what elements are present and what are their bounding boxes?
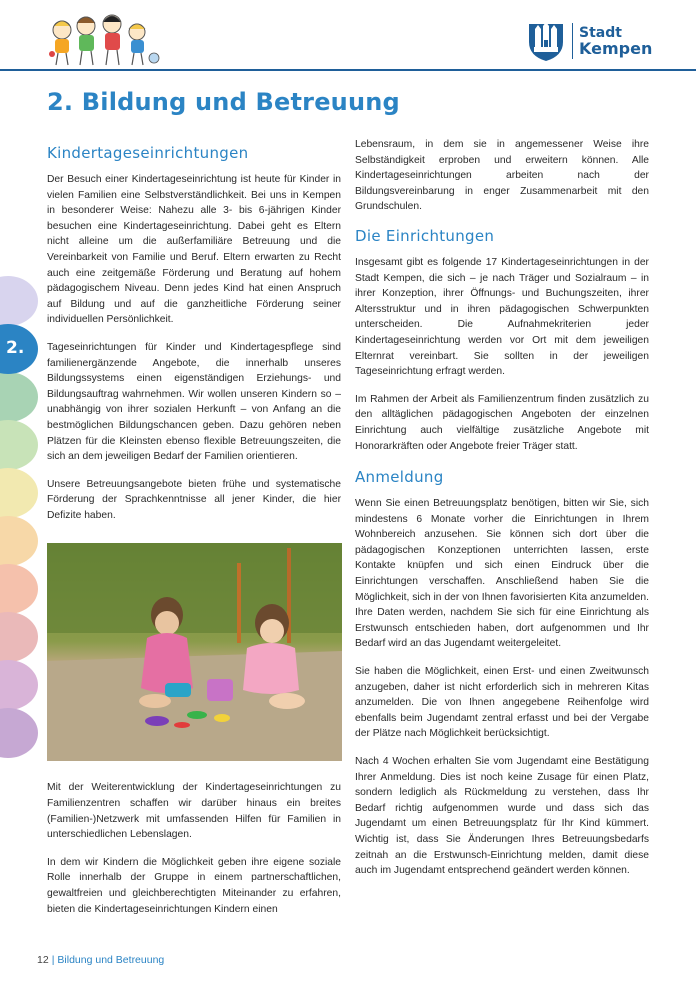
footer-section-title: Bildung und Betreuung (57, 954, 165, 966)
section-heading-kindertageseinrichtungen: Kindertageseinrichtungen (47, 144, 249, 162)
chapter-tab (0, 276, 38, 326)
paragraph: Lebensraum, in dem sie in angemessener Weise ihre Selbständigkeit erproben und erweitern können. Alle Kindertageseinrichtungen arbeiten nach der Bildungsvereinbarung in enger Zusammenarbeit mit den Grundschulen. (355, 139, 649, 213)
city-name-line2: Kempen (579, 39, 653, 58)
footer-separator: | (51, 954, 55, 966)
chapter-tab (0, 708, 38, 758)
paragraph: Wenn Sie einen Betreuungsplatz benötigen, bitten wir Sie, sich mindestens 6 Monate vorher die Einrichtungen in Ihrem Wohnbereich anzusehen. Sie können sich dort über die pädagogischen Konzeptionen unterrichten lassen, erste Kontakte knüpfen und sich einen Eindruck über die Einrichtungen verschaffen. Anschließend haben Sie die Möglichkeit, sich in der von Ihnen favorisierten Kita anzumelden. Ihre Daten werden, nachdem Sie sich für eine Einrichtung als Erstwunsch entschieden haben, dort aufgenommen und Ihr Bedarf wird an das Jugendamt weitergeleitet. (355, 498, 649, 650)
city-name (579, 25, 652, 57)
chapter-tab (0, 516, 38, 566)
city-crest-icon (526, 20, 566, 62)
chapter-tab (0, 468, 38, 518)
paragraph: Sie haben die Möglichkeit, einen Erst- und einen Zweitwunsch anzugeben, daher ist nicht erforderlich sich in mehreren Kitas anzumelden. Die von Ihnen angegebene Reihenfolge wird ebenfalls beim Jugendamt zentral erfasst und bei der Vergabe der Plätze nach Möglichkeit berücksichtigt. (355, 666, 649, 740)
chapter-number: 2. (6, 338, 25, 358)
chapter-tab (0, 612, 38, 662)
paragraph: Der Besuch einer Kindertageseinrichtung ist heute für Kinder in vielen Familien eine Selbstverständlichkeit. Bei uns in Kempen in besonderer Weise: Nahezu alle 3- bis 6-jährigen Kinder besuchen eine Kindertageseinrichtung. Dabei geht es Eltern nicht alleine um die außerfamiliäre Betreuung und die Vereinbarkeit von Familie und Beruf. Eltern erwarten zu Recht auch eine zeitgemäße Förderung und Beratung auf hohem pädagogischem Niveau. Denn jedes Kind hat einen Anspruch auf Bildung und auf die ganzheitliche Förderung seiner individuellen Persönlichkeit. (47, 174, 341, 326)
section-heading-anmeldung: Anmeldung (355, 468, 444, 487)
section-heading-einrichtungen: Die Einrichtungen (355, 226, 495, 245)
paragraph: Mit der Weiterentwicklung der Kindertageseinrichtungen zu Familienzentren schaffen wir darüber hinaus ein breites (Familien-)Netzwerk mit umfassenden Hilfen für Familien in unterschiedlichen Lebenslagen. (47, 782, 341, 841)
city-name-line1: Stadt (579, 25, 622, 41)
chapter-tab (0, 660, 38, 710)
paragraph: Insgesamt gibt es folgende 17 Kindertageseinrichtungen in der Stadt Kempen, die sich – je nach Träger und Sozialraum – in ihrer Konzeption, ihrer Öffnungs- und Buchungszeiten, ihrer Altersstruktur und in ihren pädagogischen Schwerpunkten unterscheiden. Die Aufnahmekriterien jeder Kindertageseinrichtung werden vor Ort mit dem jeweiligen Elternrat vereinbart. Sie sollten in der jeweiligen Tageseinrichtung erfragt werden. (355, 256, 649, 378)
right-column (355, 137, 649, 889)
paragraph: Tageseinrichtungen für Kinder und Kindertagespflege sind familienergänzende Angebote, die innerhalb unseres Bildungssystems einen eigenständigen Erziehungs- und Bildungsauftrag wahrnehmen. Wir wollen unseren Kindern so – unabhängig von ihrer sozialen Herkunft – von Anfang an die bestmöglichen Bildungschancen geben. Dazu gehören neben Plätzen für die Kleinsten ebenso flexible Betreuungszeiten, die sich an dem jeweiligen Bedarf der Familien orientieren. (47, 341, 341, 463)
paragraph: In dem wir Kindern die Möglichkeit geben ihre eigene soziale Rolle innerhalb der Gruppe in einem partnerschaftlichen, gewaltfreien und gleichberechtigten Miteinander zu erfahren, bieten die Kindertageseinrichtungen Kindern einen (47, 856, 341, 915)
header-rule (0, 69, 696, 71)
paragraph: Nach 4 Wochen erhalten Sie vom Jugendamt eine Bestätigung Ihrer Anmeldung. Dies ist noch keine Zusage für einen Platz, sondern lediglich als Rückmeldung zu verstehen, dass Ihr Bedarf richtig aufgenommen wurde und dass sich das Jugendamt um einen Betreuungsplatz für Ihr Kind kümmert. Wichtig ist, dass Sie Änderungen Ihres Betreuungsbedarfs zeitnah an die Erstwunsch-Einrichtung melden, damit diese auch im Jugendamt entsprechend geändert werden können. (355, 756, 649, 877)
paragraph: Im Rahmen der Arbeit als Familienzentrum finden zusätzlich zu den alltäglichen pädagogischen Angeboten der einzelnen Einrichtung auch vielfältige zusätzliche Angebote mit Honorarkräften oder Angebote freier Träger statt. (355, 393, 649, 452)
page-title: 2. Bildung und Betreuung (47, 88, 400, 116)
chapter-tab (0, 564, 38, 614)
chapter-tab (0, 420, 38, 470)
children-drawing-logo (44, 10, 164, 68)
page-number: 12 (37, 954, 49, 966)
page-footer (37, 954, 164, 966)
left-column (47, 144, 341, 929)
chapter-tab-active (0, 324, 38, 374)
chapter-side-tabs (0, 276, 38, 756)
chapter-tab (0, 372, 38, 422)
city-logo (526, 20, 652, 62)
page-header (0, 0, 696, 72)
city-logo-divider (572, 23, 573, 59)
paragraph: Unsere Betreuungsangebote bieten frühe und systematische Förderung der Sprachkenntnisse all jener Kinder, die hier Defizite haben. (47, 478, 341, 521)
children-sandbox-photo (47, 543, 342, 761)
